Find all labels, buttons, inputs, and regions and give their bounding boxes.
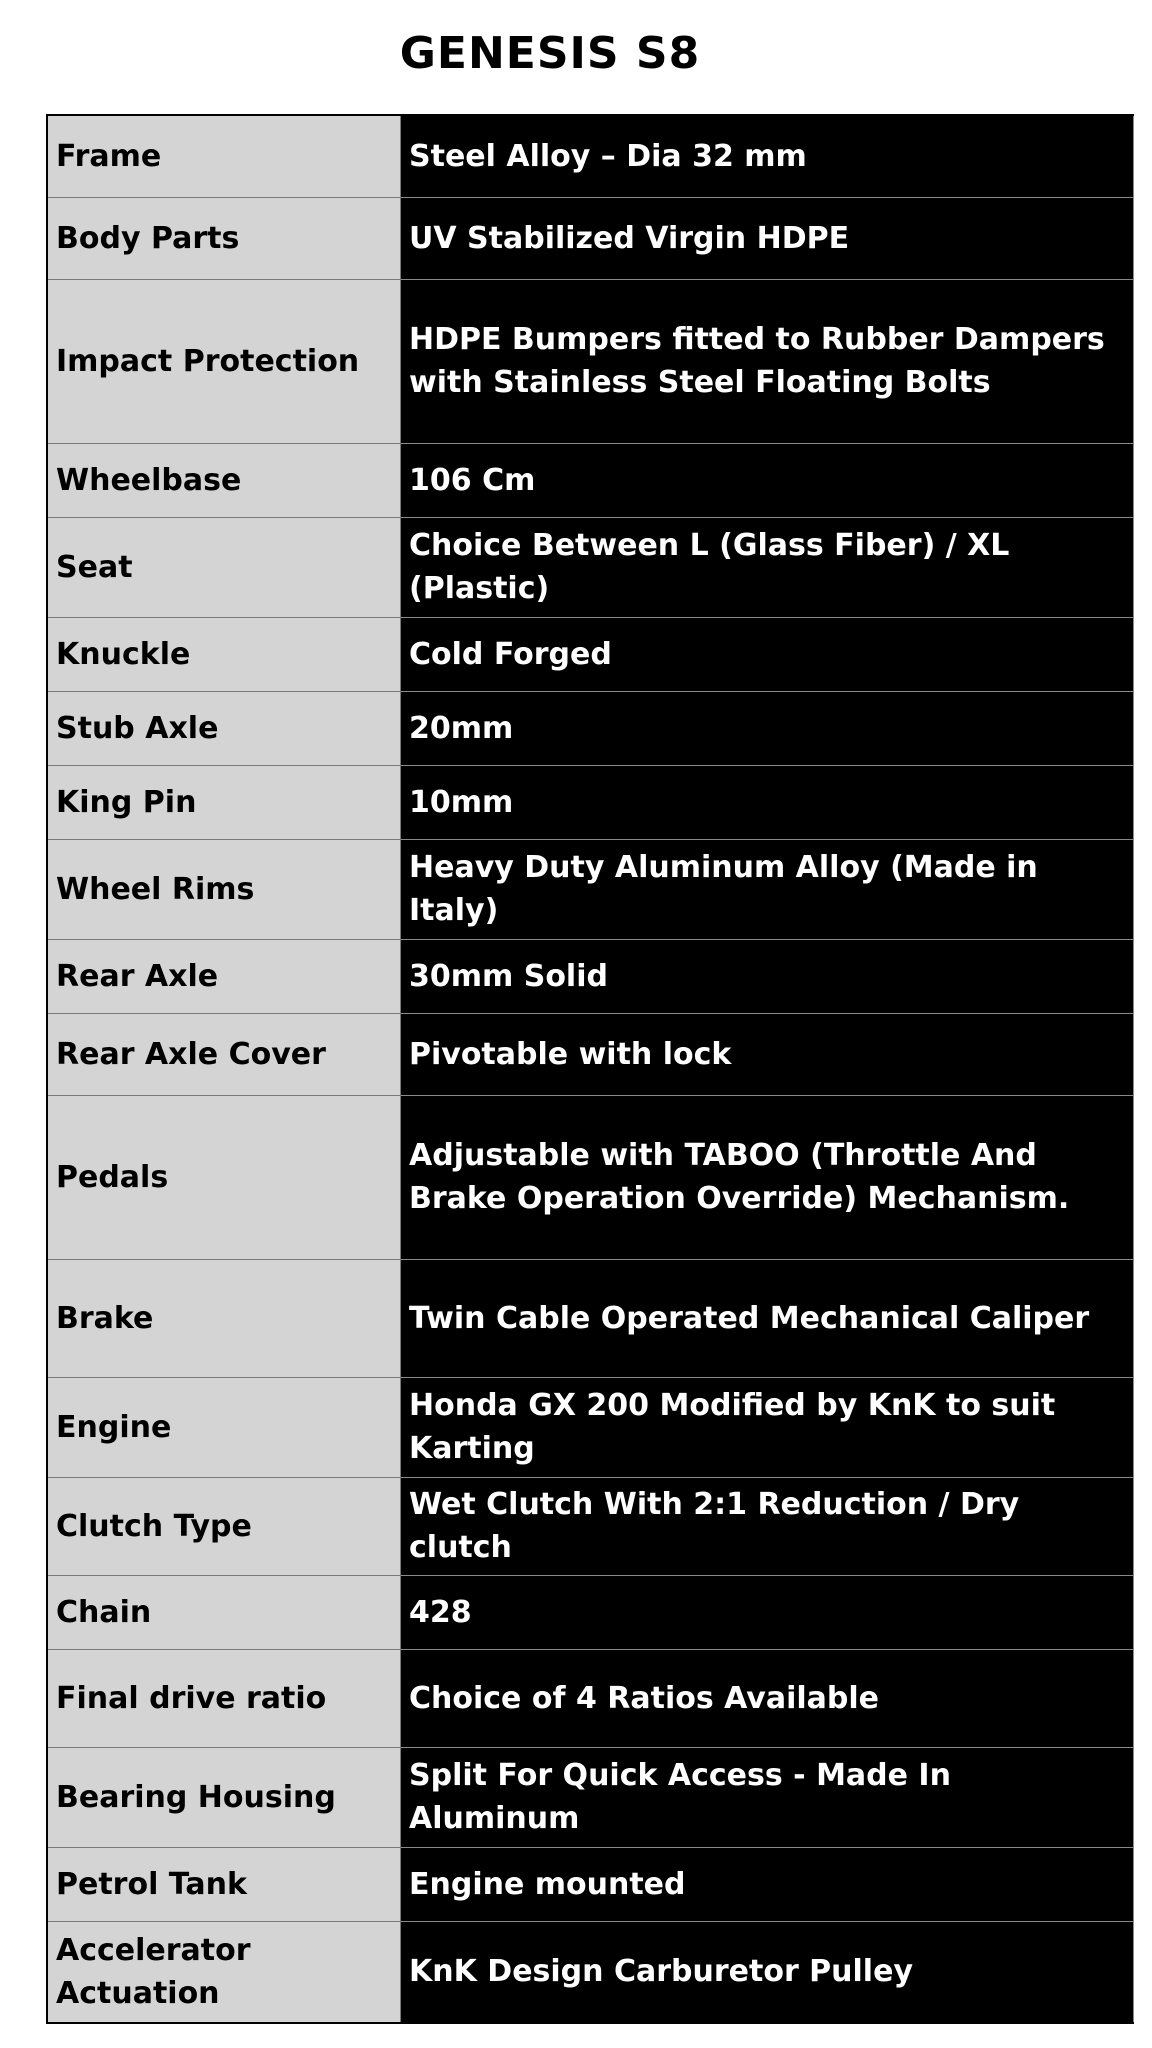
page-title: GENESIS S8 (399, 28, 701, 79)
spec-value: Choice Between L (Glass Fiber) / XL (Plastic) (401, 517, 1134, 617)
spec-table (46, 114, 1134, 2024)
spec-value: UV Stabilized Virgin HDPE (401, 197, 1134, 279)
spec-label: Bearing Housing (47, 1747, 401, 1847)
table-row (47, 1847, 1134, 1921)
spec-value: Heavy Duty Aluminum Alloy (Made in Italy) (401, 839, 1134, 939)
spec-label: Brake (47, 1259, 401, 1377)
spec-label: Rear Axle Cover (47, 1013, 401, 1095)
table-row (47, 691, 1134, 765)
table-row (47, 443, 1134, 517)
spec-label: Stub Axle (47, 691, 401, 765)
spec-label: Petrol Tank (47, 1847, 401, 1921)
table-row (47, 765, 1134, 839)
table-row (47, 1013, 1134, 1095)
spec-label: Rear Axle (47, 939, 401, 1013)
spec-value: 106 Cm (401, 443, 1134, 517)
table-row (47, 939, 1134, 1013)
spec-value: HDPE Bumpers fitted to Rubber Dampers with Stainless Steel Floating Bolts (401, 279, 1134, 443)
table-row (47, 1095, 1134, 1259)
table-row (47, 1747, 1134, 1847)
spec-label: Knuckle (47, 617, 401, 691)
spec-label: Seat (47, 517, 401, 617)
spec-label: Frame (47, 115, 401, 197)
table-row (47, 197, 1134, 279)
spec-label: Final drive ratio (47, 1649, 401, 1747)
spec-label: Engine (47, 1377, 401, 1477)
spec-label: Chain (47, 1575, 401, 1649)
spec-value: Choice of 4 Ratios Available (401, 1649, 1134, 1747)
spec-label: Wheelbase (47, 443, 401, 517)
table-row (47, 517, 1134, 617)
spec-value: 20mm (401, 691, 1134, 765)
spec-label: Pedals (47, 1095, 401, 1259)
spec-label: Clutch Type (47, 1477, 401, 1575)
spec-label: Body Parts (47, 197, 401, 279)
table-row (47, 1921, 1134, 2023)
spec-value: KnK Design Carburetor Pulley (401, 1921, 1134, 2023)
spec-value: Twin Cable Operated Mechanical Caliper (401, 1259, 1134, 1377)
table-row (47, 1575, 1134, 1649)
table-row (47, 1649, 1134, 1747)
spec-value: Wet Clutch With 2:1 Reduction / Dry clutch (401, 1477, 1134, 1575)
table-row (47, 839, 1134, 939)
spec-value: 428 (401, 1575, 1134, 1649)
table-row (47, 115, 1134, 197)
spec-label: Wheel Rims (47, 839, 401, 939)
spec-value: Adjustable with TABOO (Throttle And Brake Operation Override) Mechanism. (401, 1095, 1134, 1259)
table-row (47, 1377, 1134, 1477)
spec-value: Steel Alloy – Dia 32 mm (401, 115, 1134, 197)
table-row (47, 1259, 1134, 1377)
spec-value: Pivotable with lock (401, 1013, 1134, 1095)
spec-value: Honda GX 200 Modified by KnK to suit Karting (401, 1377, 1134, 1477)
spec-label: Impact Protection (47, 279, 401, 443)
spec-value: 10mm (401, 765, 1134, 839)
spec-label: King Pin (47, 765, 401, 839)
table-row (47, 617, 1134, 691)
spec-value: Cold Forged (401, 617, 1134, 691)
spec-value: Engine mounted (401, 1847, 1134, 1921)
table-row (47, 1477, 1134, 1575)
spec-value: 30mm Solid (401, 939, 1134, 1013)
spec-value: Split For Quick Access - Made In Aluminum (401, 1747, 1134, 1847)
table-row (47, 279, 1134, 443)
spec-label: Accelerator Actuation (47, 1921, 401, 2023)
